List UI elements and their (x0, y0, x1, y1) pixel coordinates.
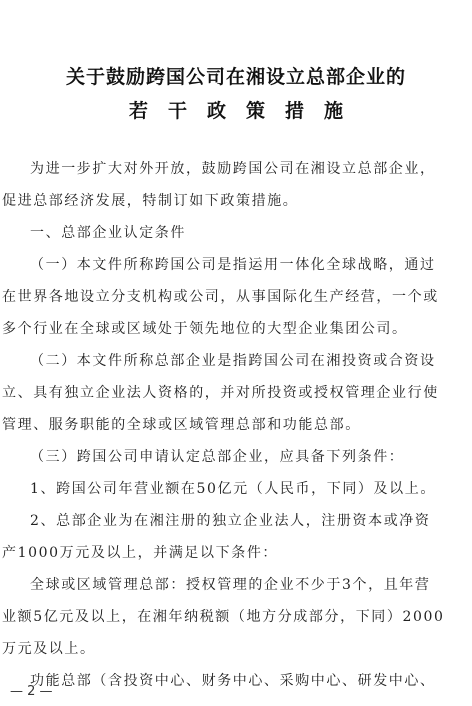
paragraph-line: 产1000万元及以上，并满足以下条件： (2, 545, 279, 561)
paragraph-line: （三）跨国公司申请认定总部企业，应具备下列条件： (30, 449, 405, 465)
paragraph-line: （二）本文件所称总部企业是指跨国公司在湘投资或合资设 (30, 353, 436, 369)
paragraph-line: 1、跨国公司年营业额在50亿元（人民币，下同）及以上。 (30, 481, 436, 497)
paragraph-line: 为进一步扩大对外开放，鼓励跨国公司在湘设立总部企业， (30, 161, 436, 177)
paragraph-line: 全球或区域管理总部：授权管理的企业不少于3个，且年营 (30, 577, 431, 593)
paragraph-line: 万元及以上。 (2, 641, 96, 657)
section-heading: 一、总部企业认定条件 (30, 225, 186, 241)
paragraph-line: （一）本文件所称跨国公司是指运用一体化全球战略，通过 (30, 257, 436, 273)
paragraph-line: 多个行业在全球或区域处于领先地位的大型企业集团公司。 (2, 321, 408, 337)
paragraph-line: 功能总部（含投资中心、财务中心、采购中心、研发中心、 (30, 673, 436, 689)
paragraph-line: 2、总部企业为在湘注册的独立企业法人，注册资本或净资 (30, 513, 431, 529)
paragraph-line: 促进总部经济发展，特制订如下政策措施。 (2, 193, 299, 209)
paragraph-line: 管理、服务职能的全球或区域管理总部和功能总部。 (2, 417, 361, 433)
paragraph-line: 业额5亿元及以上，在湘年纳税额（地方分成部分，下同）2000 (2, 609, 445, 625)
page-number: — 2 — (10, 684, 53, 699)
paragraph-line: 在世界各地设立分支机构或公司，从事国际化生产经营，一个或 (2, 289, 439, 305)
paragraph-line: 立、具有独立企业法人资格的，并对所投资或授权管理企业行使 (2, 385, 439, 401)
document-title-line-1: 关于鼓励跨国公司在湘设立总部企业的 (65, 66, 406, 88)
document-title-line-2: 若干政策措施 (128, 100, 363, 122)
